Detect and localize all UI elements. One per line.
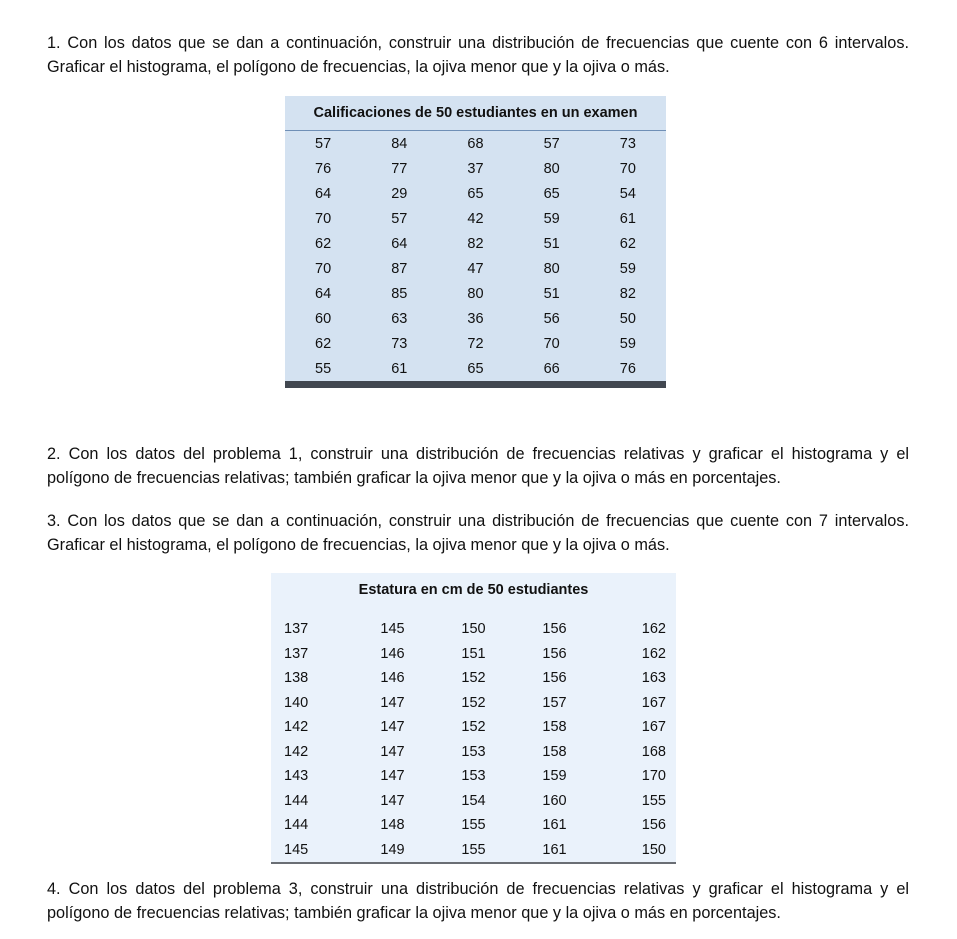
table-cell: 64 <box>315 185 332 202</box>
table-row <box>271 838 676 864</box>
table-cell: 150 <box>641 841 666 858</box>
table-cell: 72 <box>467 335 484 352</box>
table-cell: 147 <box>380 792 405 809</box>
table-spacer-cell <box>271 607 676 617</box>
height-table-title: Estatura en cm de 50 estudiantes <box>358 582 589 598</box>
table-row <box>271 715 676 740</box>
table-cell: 80 <box>543 160 560 177</box>
table-row <box>285 331 666 356</box>
table-row <box>285 131 666 157</box>
table-cell: 70 <box>543 335 560 352</box>
table-cell: 70 <box>315 260 332 277</box>
table-cell: 62 <box>619 235 636 252</box>
table-cell: 147 <box>380 719 405 736</box>
table-cell: 85 <box>391 285 408 302</box>
table-cell: 150 <box>461 621 486 638</box>
table-cell: 161 <box>542 841 567 858</box>
table-cell: 61 <box>619 210 636 227</box>
table-cell: 148 <box>380 817 405 834</box>
grades-table-title: Calificaciones de 50 estudiantes en un examen <box>285 96 666 131</box>
table-cell: 59 <box>543 210 560 227</box>
table-cell: 137 <box>284 621 309 638</box>
table-row <box>285 206 666 231</box>
table-cell: 57 <box>391 210 408 227</box>
table-cell: 153 <box>461 768 486 785</box>
table-cell: 152 <box>461 694 486 711</box>
table-cell: 51 <box>543 285 560 302</box>
table-cell: 80 <box>543 260 560 277</box>
table-cell: 55 <box>315 360 332 377</box>
table-cell: 154 <box>461 792 486 809</box>
table-cell: 65 <box>543 185 560 202</box>
table-cell: 155 <box>641 792 666 809</box>
table-cell: 64 <box>315 285 332 302</box>
table-cell: 84 <box>391 135 408 152</box>
table-cell: 50 <box>619 310 636 327</box>
table-cell: 51 <box>543 235 560 252</box>
table-row <box>271 789 676 814</box>
table-row <box>285 356 666 385</box>
height-table-body <box>271 607 676 863</box>
grades-table <box>285 96 666 388</box>
table-row <box>271 764 676 789</box>
table-cell: 59 <box>619 260 636 277</box>
table-cell: 60 <box>315 310 332 327</box>
table-row <box>271 740 676 765</box>
table-cell: 159 <box>542 768 567 785</box>
table-cell: 152 <box>461 670 486 687</box>
table-cell: 54 <box>619 185 636 202</box>
table-cell: 82 <box>467 235 484 252</box>
table-cell: 61 <box>391 360 408 377</box>
table-cell: 63 <box>391 310 408 327</box>
table-cell: 76 <box>315 160 332 177</box>
table-cell: 162 <box>641 621 666 638</box>
table-row <box>271 666 676 691</box>
table-cell: 155 <box>461 817 486 834</box>
table-cell: 152 <box>461 719 486 736</box>
table-cell: 168 <box>641 743 666 760</box>
table-row <box>271 813 676 838</box>
table-cell: 153 <box>461 743 486 760</box>
table-cell: 147 <box>380 768 405 785</box>
table-cell: 142 <box>284 719 309 736</box>
table-cell: 167 <box>641 719 666 736</box>
table-cell: 170 <box>641 768 666 785</box>
table-row <box>271 642 676 667</box>
table-row <box>271 617 676 642</box>
table-cell: 163 <box>641 670 666 687</box>
table-cell: 80 <box>467 285 484 302</box>
table-cell: 73 <box>619 135 636 152</box>
table-cell: 158 <box>542 743 567 760</box>
table-cell: 76 <box>619 360 636 377</box>
table-cell: 36 <box>467 310 484 327</box>
table-cell: 167 <box>641 694 666 711</box>
table-row <box>285 156 666 181</box>
table-cell: 156 <box>542 645 567 662</box>
table-spacer-row <box>271 607 676 617</box>
table-row <box>285 181 666 206</box>
problem-1-text: 1. Con los datos que se dan a continuación, construir una distribución de frecuencias que cuente con 6 intervalos. Graficar el histograma, el polígono de frecuencias, la ojiva menor que y la ojiva o más. <box>47 34 909 76</box>
table-cell: 140 <box>284 694 309 711</box>
table-cell: 87 <box>391 260 408 277</box>
table-cell: 144 <box>284 817 309 834</box>
table-cell: 29 <box>391 185 408 202</box>
table-cell: 42 <box>467 210 484 227</box>
table-cell: 147 <box>380 694 405 711</box>
table-cell: 65 <box>467 360 484 377</box>
table-cell: 59 <box>619 335 636 352</box>
table-cell: 144 <box>284 792 309 809</box>
problem-4-text: 4. Con los datos del problema 3, construir una distribución de frecuencias relativas y graficar el histograma y el polígono de frecuencias relativas; también graficar la ojiva menor que y la ojiva o más en porcentajes. <box>47 880 909 922</box>
table-cell: 161 <box>542 817 567 834</box>
problem-2-text: 2. Con los datos del problema 1, construir una distribución de frecuencias relativas y graficar el histograma y el polígono de frecuencias relativas; también graficar la ojiva menor que y la ojiva o más en porcentajes. <box>47 445 909 487</box>
table-cell: 70 <box>619 160 636 177</box>
table-cell: 82 <box>619 285 636 302</box>
table-row <box>271 691 676 716</box>
table-cell: 146 <box>380 670 405 687</box>
height-table <box>271 573 676 864</box>
table-cell: 37 <box>467 160 484 177</box>
table-cell: 66 <box>543 360 560 377</box>
table-cell: 157 <box>542 694 567 711</box>
table-cell: 138 <box>284 670 309 687</box>
table-row <box>285 306 666 331</box>
table-row <box>285 281 666 306</box>
grades-table-body <box>285 131 666 385</box>
table-cell: 68 <box>467 135 484 152</box>
table-cell: 137 <box>284 645 309 662</box>
table-cell: 56 <box>543 310 560 327</box>
table-cell: 145 <box>284 841 309 858</box>
table-cell: 62 <box>315 335 332 352</box>
table-cell: 155 <box>461 841 486 858</box>
table-cell: 70 <box>315 210 332 227</box>
table-cell: 57 <box>543 135 560 152</box>
table-cell: 73 <box>391 335 408 352</box>
table-cell: 47 <box>467 260 484 277</box>
table-cell: 156 <box>542 621 567 638</box>
table-cell: 65 <box>467 185 484 202</box>
table-cell: 77 <box>391 160 408 177</box>
table-cell: 145 <box>380 621 405 638</box>
table-cell: 57 <box>315 135 332 152</box>
table-cell: 158 <box>542 719 567 736</box>
table-cell: 156 <box>641 817 666 834</box>
table-cell: 156 <box>542 670 567 687</box>
table-cell: 160 <box>542 792 567 809</box>
table-cell: 62 <box>315 235 332 252</box>
table-cell: 142 <box>284 743 309 760</box>
table-cell: 64 <box>391 235 408 252</box>
table-cell: 147 <box>380 743 405 760</box>
table-cell: 162 <box>641 645 666 662</box>
table-cell: 149 <box>380 841 405 858</box>
table-cell: 146 <box>380 645 405 662</box>
problem-3-text: 3. Con los datos que se dan a continuación, construir una distribución de frecuencias que cuente con 7 intervalos. Graficar el histograma, el polígono de frecuencias, la ojiva menor que y la ojiva o más. <box>47 512 909 554</box>
table-row <box>285 231 666 256</box>
table-row <box>285 256 666 281</box>
table-cell: 151 <box>461 645 486 662</box>
table-cell: 143 <box>284 768 309 785</box>
